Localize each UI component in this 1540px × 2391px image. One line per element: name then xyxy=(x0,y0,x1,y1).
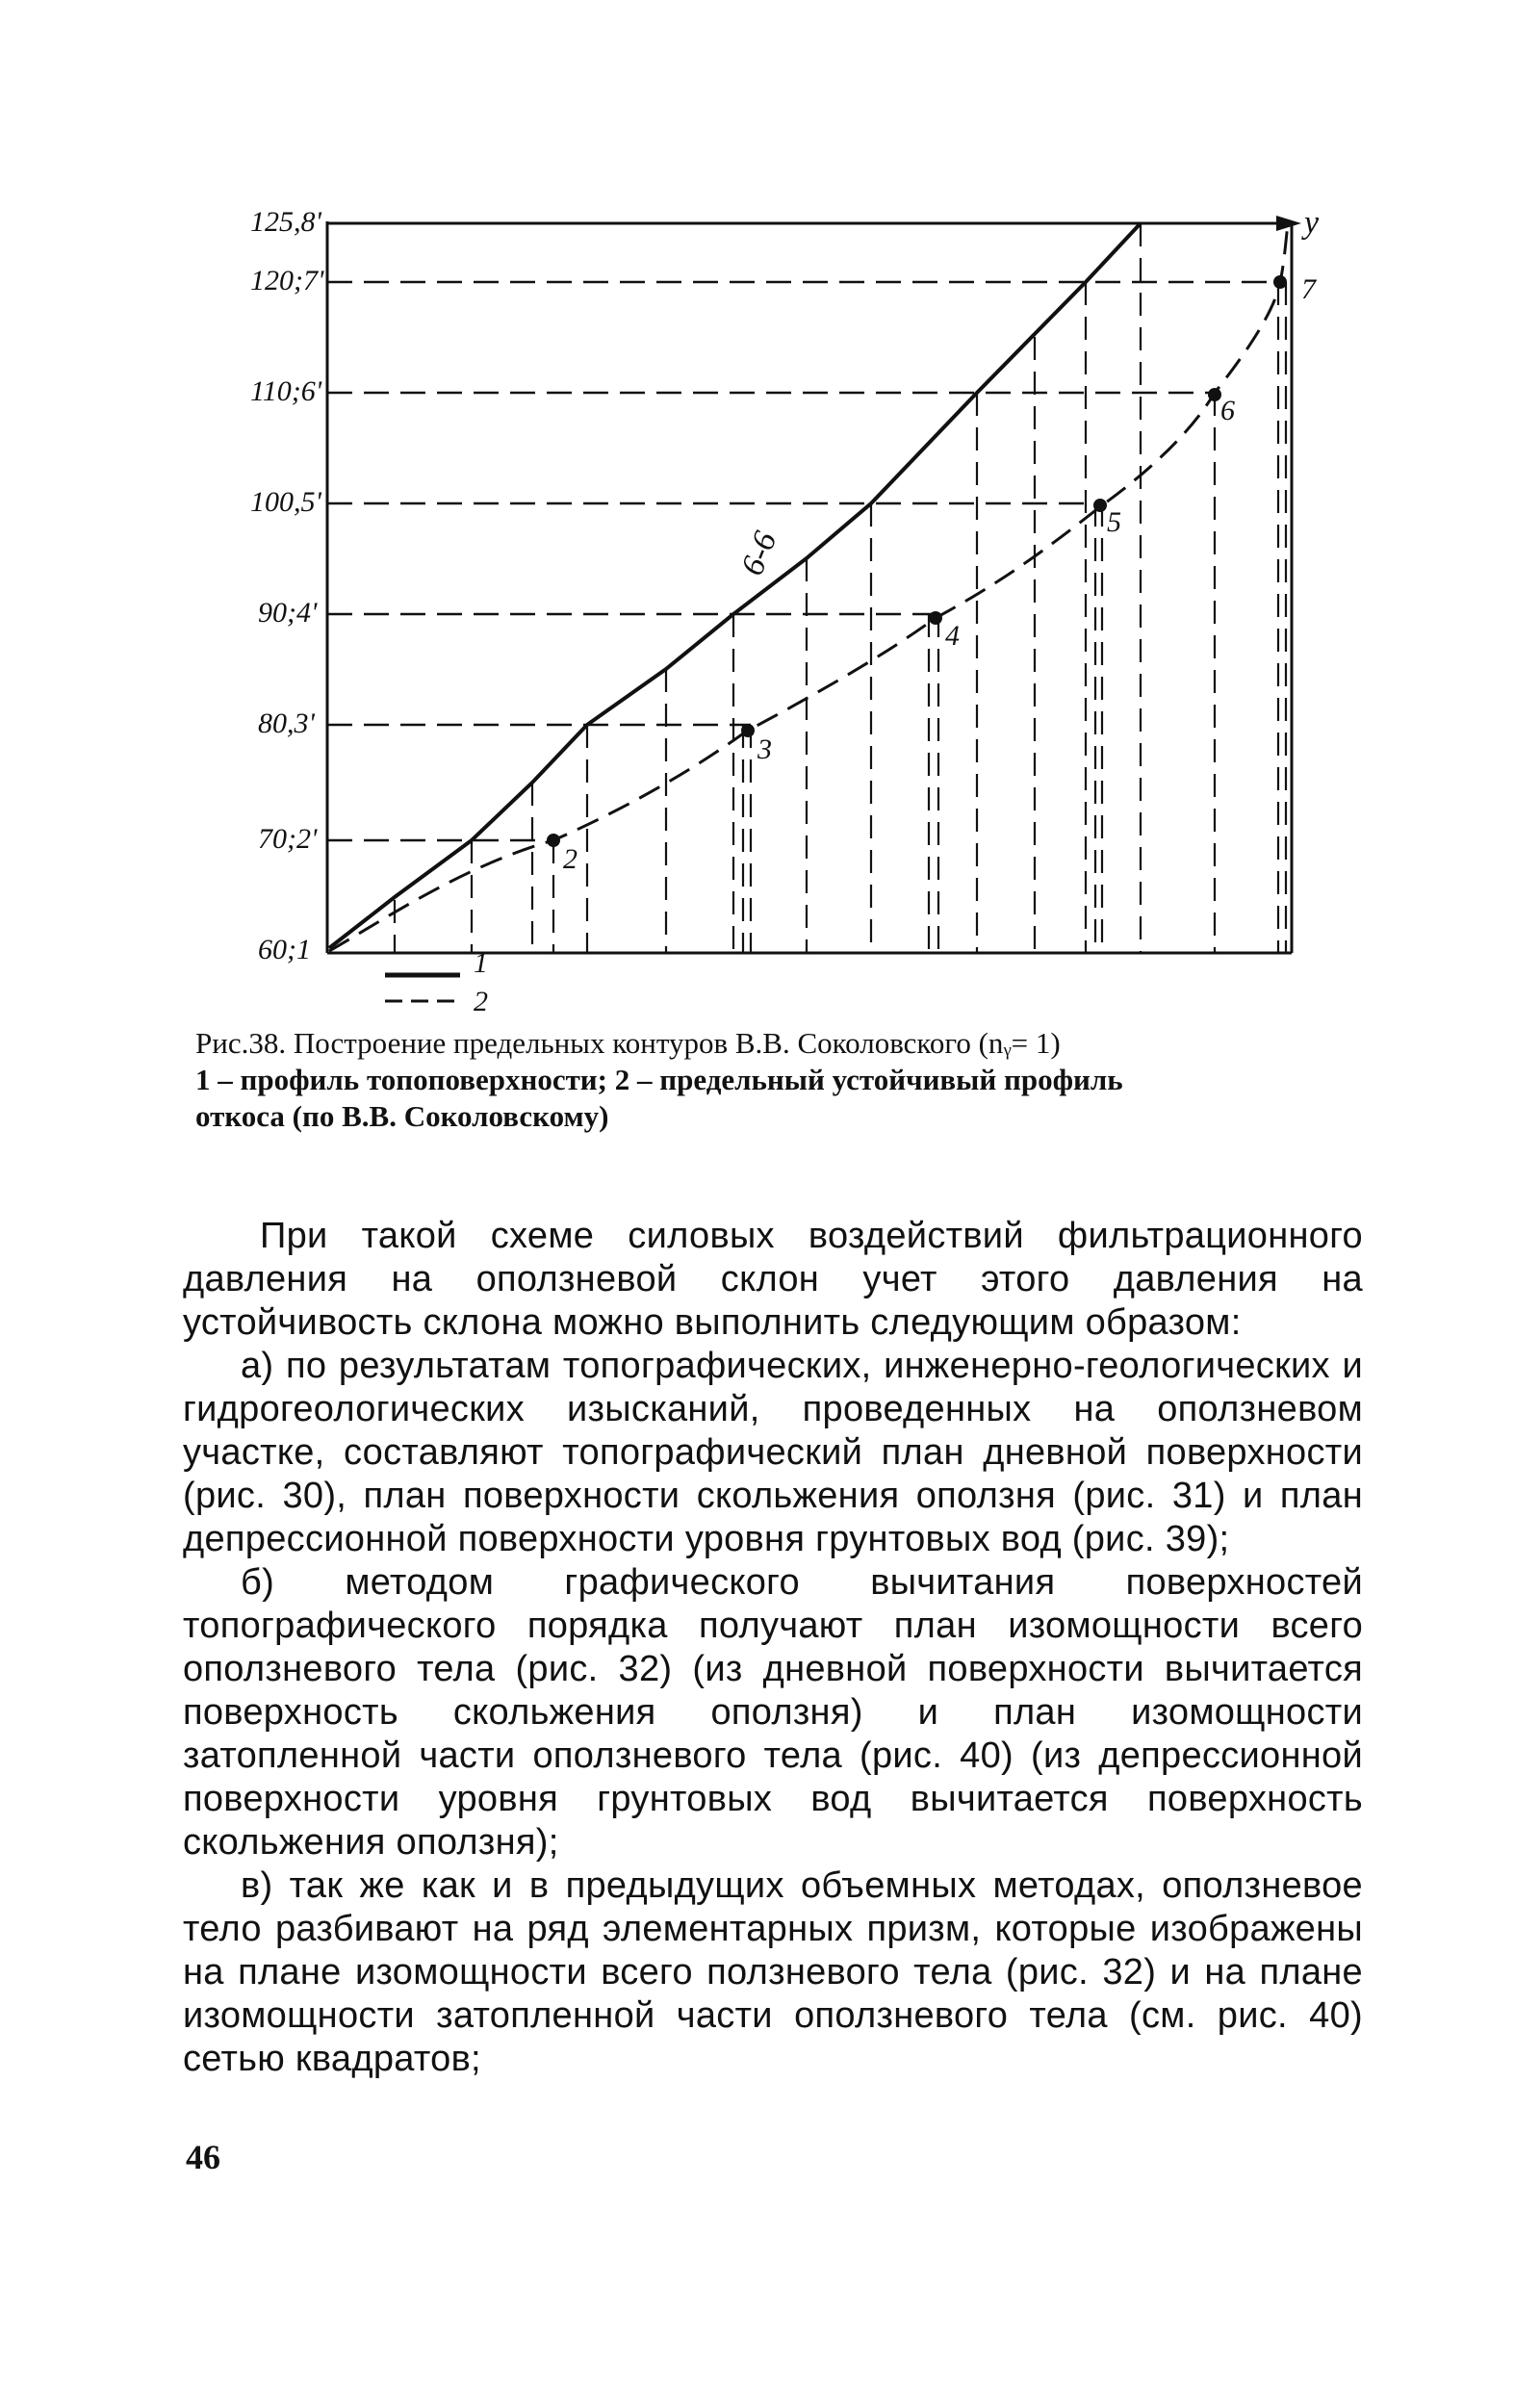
point-label: 2 xyxy=(563,843,578,875)
y-tick-label: 100,5' xyxy=(250,486,321,518)
point-label: 3 xyxy=(757,733,772,765)
paragraph-intro: При такой схеме силовых воздействий фильтрационного давления на оползневой склон учет этого давления на устойчивость склона можно выполнить следующим образом: xyxy=(183,1216,1363,1343)
projection-lines xyxy=(395,223,1286,953)
figure-caption xyxy=(195,1025,1350,1135)
caption-line: 1 – профиль топоповерхности; 2 – предельный устойчивый профиль xyxy=(195,1063,1123,1096)
page-number: 46 xyxy=(186,2138,220,2176)
y-tick-label: 120;7' xyxy=(250,265,324,296)
point-label: 4 xyxy=(945,620,960,652)
legend xyxy=(385,947,488,1017)
y-tick-label: 80,3' xyxy=(258,707,315,739)
section-line-label: 6-6 xyxy=(734,527,784,580)
point-marker xyxy=(1208,388,1221,401)
profile-points xyxy=(547,275,1287,847)
limit-profile-line xyxy=(329,223,1288,951)
point-label: 7 xyxy=(1301,273,1316,305)
body-text xyxy=(183,1215,1363,2081)
y-tick-labels xyxy=(250,206,324,965)
paragraph-item-a: а) по результатам топографических, инженерно-геологических и гидрогеологических изысканий, проведенных на оползневом участке, составляют топографический план дневной поверхности (рис. 30), план поверхности скольжения оползня (рис. 31) и план депрессионной поверхности уровня грунтовых вод (рис. 39); xyxy=(183,1346,1363,1559)
figure-38 xyxy=(0,0,1540,1040)
point-label: 5 xyxy=(1107,506,1121,538)
paragraph-item-b: б) методом графического вычитания поверхностей топографического порядка получают план изомощности всего оползневого тела (рис. 32) (из дневной поверхности вычитается поверхность скольжения оползня) и план изомощности затопленной части оползневого тела (рис. 40) (из депрессионной поверхности уровня грунтовых вод вычитается поверхность скольжения оползня); xyxy=(183,1562,1363,1863)
point-marker xyxy=(929,611,942,625)
y-tick-label: 125,8' xyxy=(250,206,321,238)
arrow-icon xyxy=(1276,216,1301,231)
caption-line: Рис.38. Построение предельных контуров В.В. Соколовского (nᵧ= 1) xyxy=(195,1026,1061,1060)
y-tick-label: 70;2' xyxy=(258,823,318,855)
legend-label: 2 xyxy=(474,986,488,1017)
point-marker xyxy=(741,724,755,737)
legend-label: 1 xyxy=(474,947,488,979)
y-tick-label: 90;4' xyxy=(258,597,318,629)
point-labels xyxy=(563,273,1318,875)
point-marker xyxy=(1093,499,1107,512)
point-label: 6 xyxy=(1220,395,1235,426)
point-marker xyxy=(547,834,560,847)
point-marker xyxy=(1273,275,1287,289)
caption-line: откоса (по В.В. Соколовскому) xyxy=(195,1099,609,1133)
y-axis-label: y xyxy=(1304,205,1320,241)
y-tick-label: 60;1 xyxy=(258,934,311,965)
paragraph-item-c: в) так же как и в предыдущих объемных методах, оползневое тело разбивают на ряд элементарных призм, которые изображены на плане изомощности всего ползневого тела (рис. 32) и на плане изомощности затопленной части оползневого тела (см. рис. 40) сетью квадратов; xyxy=(183,1865,1363,2079)
y-tick-label: 110;6' xyxy=(250,375,322,407)
